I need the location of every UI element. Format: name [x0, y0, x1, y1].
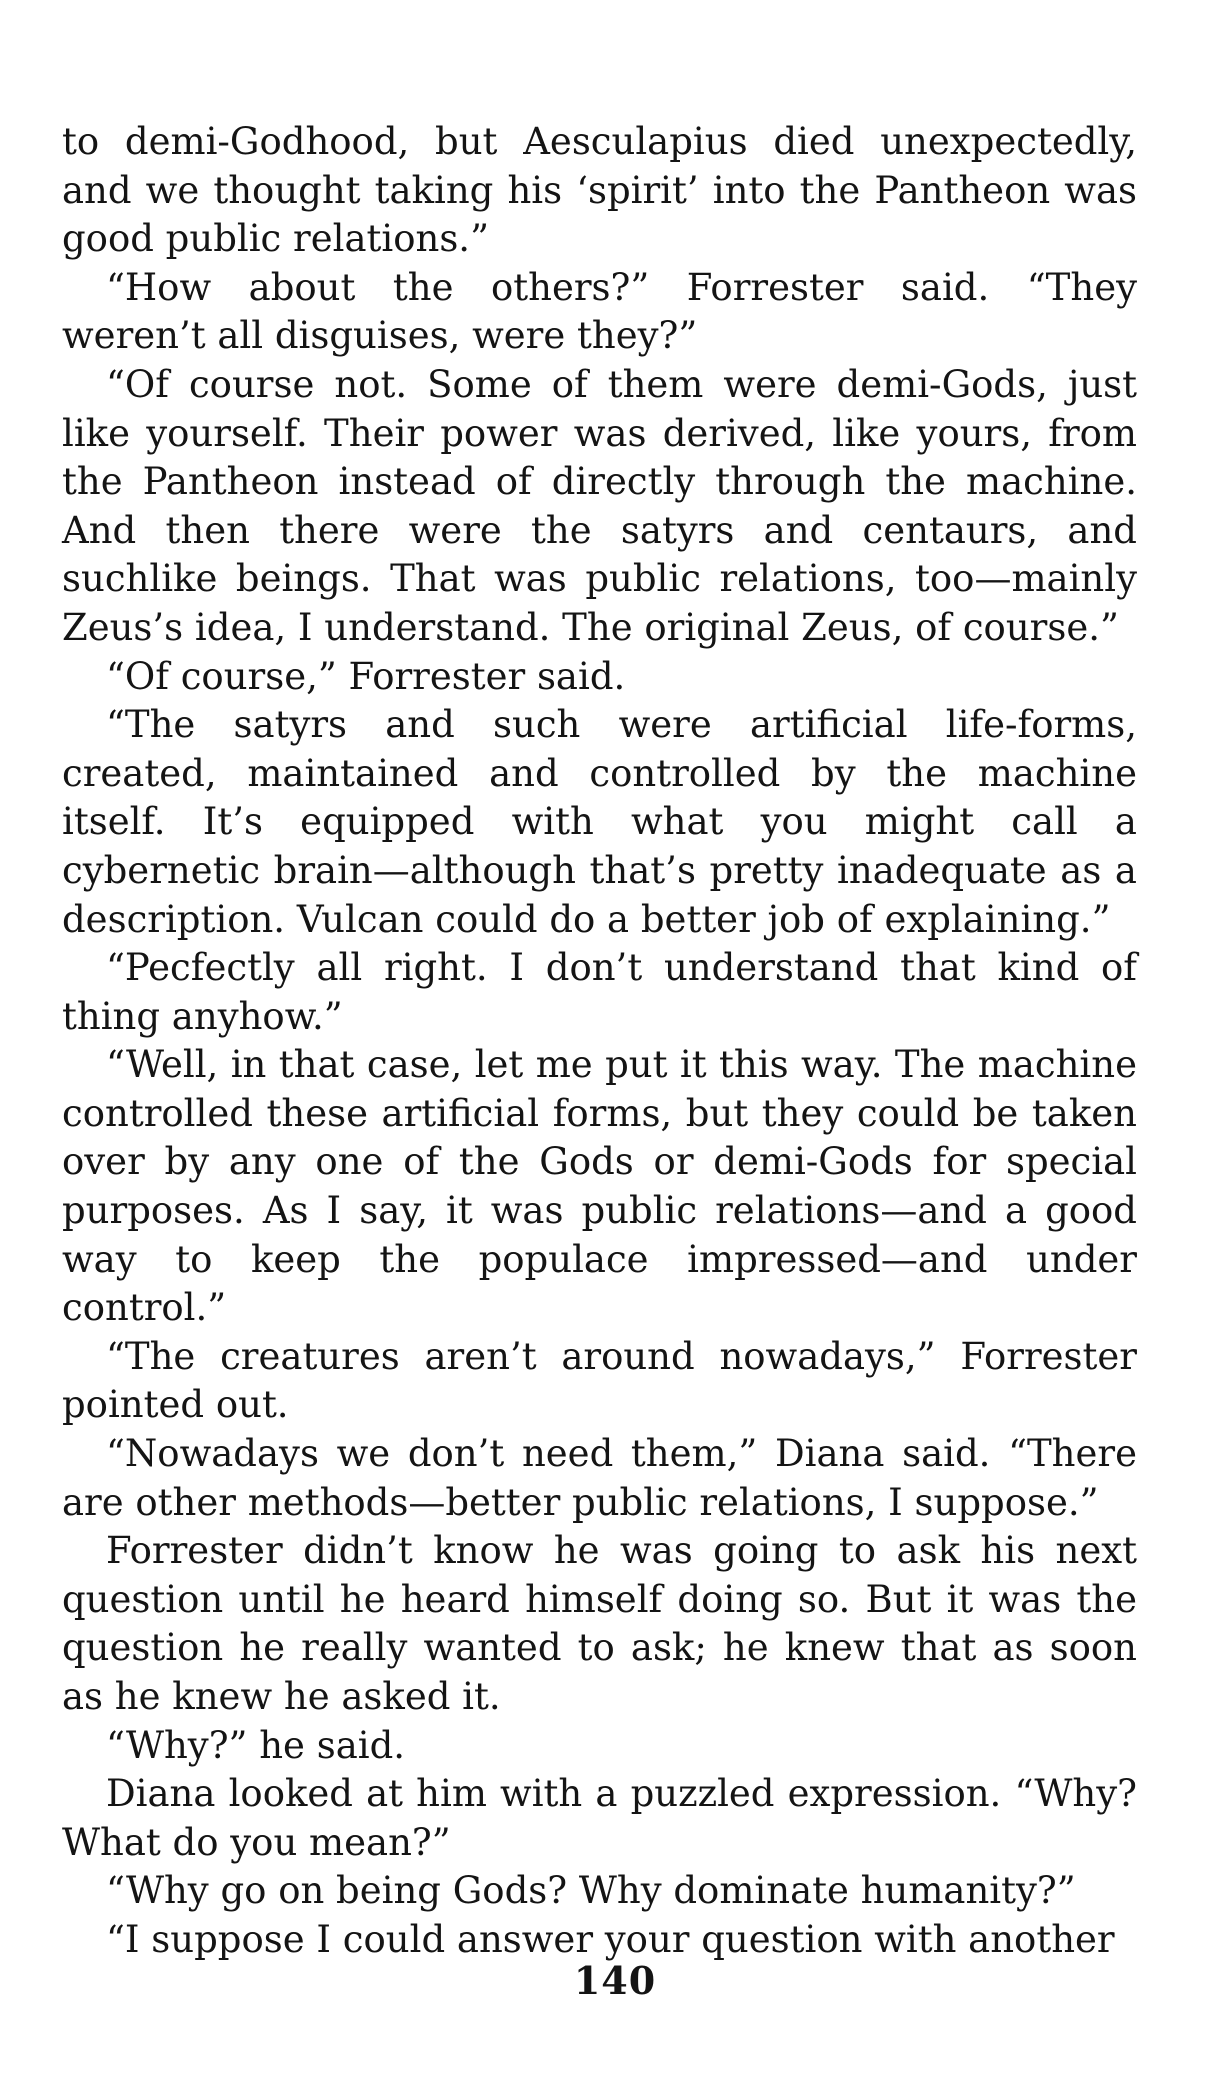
paragraph: Forrester didn’t know he was going to ask his next question until he heard himself doing so. But it was the question he really wanted to ask; he knew that as soon as he knew he asked it.: [62, 1529, 1137, 1718]
paragraph: Diana looked at him with a puzzled expression. “Why? What do you mean?”: [62, 1772, 1137, 1864]
paragraph: “The creatures aren’t around nowadays,” Forrester pointed out.: [62, 1334, 1137, 1427]
paragraph: “How about the others?” Forrester said. “They weren’t all disguises, were they?”: [62, 265, 1137, 358]
paragraph: to demi-Godhood, but Aesculapius died unexpectedly, and we thought taking his ‘spirit’ into the Pantheon was good public relations.”: [62, 120, 1137, 261]
paragraph: “The satyrs and such were artificial life-forms, created, maintained and controlled by the machine itself. It’s equipped with what you might call a cybernetic brain—although that’s pretty inadequate as a description. Vulcan could do a better job of explaining.”: [62, 703, 1137, 941]
paragraph: “I suppose I could answer your question with another: [106, 1917, 1115, 1961]
paragraph: “Pecfectly all right. I don’t understand that kind of thing anyhow.”: [62, 946, 1137, 1038]
paragraph: “Why?” he said.: [106, 1723, 406, 1767]
paragraph: “Nowadays we don’t need them,” Diana said. “There are other methods—better public relations, I suppose.”: [62, 1432, 1137, 1524]
paragraph: “Why go on being Gods? Why dominate humanity?”: [106, 1869, 1076, 1913]
page-text: [62, 118, 1137, 1965]
paragraph: “Well, in that case, let me put it this way. The machine controlled these artificial forms, but they could be taken over by any one of the Gods or demi-Gods for special purposes. As I say, it was public relations—and a good way to keep the populace impressed—and under control.”: [62, 1043, 1137, 1330]
page-number: 140: [573, 1958, 657, 2003]
paragraph: “Of course,” Forrester said.: [106, 654, 626, 698]
paragraph: “Of course not. Some of them were demi-Gods, just like yourself. Their power was derived, like yours, from the Pantheon instead of directly through the machine. And then there were the satyrs and centaurs, and suchlike beings. That was public relations, too—mainly Zeus’s idea, I understand. The original Zeus, of course.”: [62, 362, 1137, 649]
